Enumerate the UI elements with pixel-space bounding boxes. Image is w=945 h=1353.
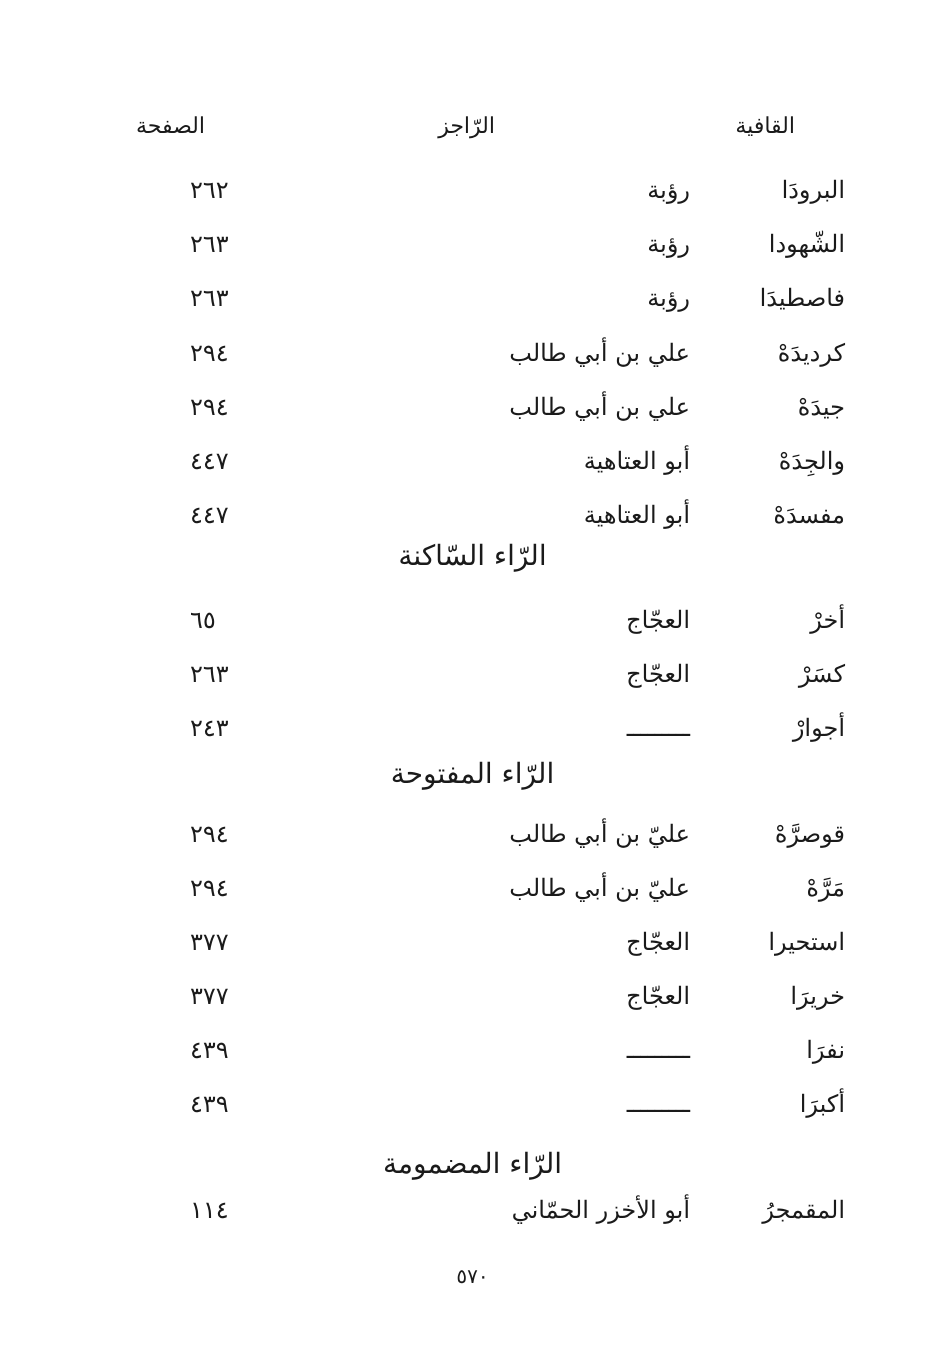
table-row <box>0 1084 945 1124</box>
page-cell: ٦٥ <box>190 606 216 634</box>
table-row <box>0 170 945 210</box>
page-cell: ٢٩٤ <box>190 874 229 902</box>
qafia-cell: نفرَا <box>806 1036 845 1064</box>
rajiz-cell: رؤبة <box>647 176 690 204</box>
section-title: الرّاء المضمومة <box>382 1147 563 1180</box>
page-cell: ٢٦٣ <box>190 284 229 312</box>
qafia-cell: أخرْ <box>810 606 845 634</box>
table-row <box>0 387 945 427</box>
page-cell: ٢٦٣ <box>190 230 229 258</box>
page-cell: ٤٤٧ <box>190 447 229 475</box>
table-row <box>0 868 945 908</box>
rajiz-cell: أبو العتاهية <box>583 501 690 529</box>
page-cell: ٤٤٧ <box>190 501 229 529</box>
rajiz-cell: أبو العتاهية <box>583 447 690 475</box>
page-cell: ٢٤٣ <box>190 714 229 742</box>
qafia-cell: مفسدَهْ <box>773 501 845 529</box>
table-row <box>0 441 945 481</box>
qafia-cell: كسَرْ <box>798 660 845 688</box>
table-row <box>0 1030 945 1070</box>
table-row <box>0 600 945 640</box>
page-cell: ٢٦٣ <box>190 660 229 688</box>
rajiz-cell: علي بن أبي طالب <box>509 339 690 367</box>
rajiz-cell: عليّ بن أبي طالب <box>509 874 690 902</box>
rajiz-cell: ـــــــــ <box>626 1036 690 1064</box>
table-row <box>0 976 945 1016</box>
rajiz-cell: ـــــــــ <box>626 1090 690 1118</box>
qafia-cell: جيدَهْ <box>797 393 845 421</box>
table-row <box>0 814 945 854</box>
qafia-cell: خريرَا <box>790 982 845 1010</box>
qafia-cell: والجِدَهْ <box>778 447 845 475</box>
page-cell: ٢٩٤ <box>190 820 229 848</box>
rajiz-cell: عليّ بن أبي طالب <box>509 820 690 848</box>
qafia-cell: قوصرَّهْ <box>774 820 845 848</box>
page-cell: ٣٧٧ <box>190 928 229 956</box>
table-row <box>0 333 945 373</box>
table-row <box>0 224 945 264</box>
section-title: الرّاء السّاكنة <box>398 539 547 572</box>
table-row <box>0 495 945 535</box>
column-header-rajiz: الرّاجز <box>438 114 495 139</box>
rajiz-cell: رؤبة <box>647 230 690 258</box>
qafia-cell: المقمجرُ <box>762 1196 845 1224</box>
rajiz-cell: علي بن أبي طالب <box>509 393 690 421</box>
qafia-cell: أجوارْ <box>792 714 845 742</box>
qafia-cell: مَرَّهْ <box>806 874 845 902</box>
table-row <box>0 1190 945 1230</box>
table-row <box>0 654 945 694</box>
section-title: الرّاء المفتوحة <box>390 757 555 790</box>
qafia-cell: فاصطيدَا <box>759 284 845 312</box>
page-number: ٥٧٠ <box>456 1264 489 1288</box>
qafia-cell: أكبرَا <box>799 1090 845 1118</box>
rajiz-cell: رؤبة <box>647 284 690 312</box>
page-cell: ٤٣٩ <box>190 1090 229 1118</box>
table-row <box>0 708 945 748</box>
page-cell: ٢٦٢ <box>190 176 229 204</box>
rajiz-cell: أبو الأخزر الحمّاني <box>511 1196 690 1224</box>
rajiz-cell: العجّاج <box>626 660 690 688</box>
qafia-cell: الشّهودا <box>768 230 845 258</box>
qafia-cell: كرديدَهْ <box>777 339 845 367</box>
table-row <box>0 278 945 318</box>
column-header-page: الصفحة <box>135 114 205 139</box>
qafia-cell: استحيرا <box>768 928 845 956</box>
page-cell: ٢٩٤ <box>190 339 229 367</box>
rajiz-cell: العجّاج <box>626 982 690 1010</box>
page-cell: ٢٩٤ <box>190 393 229 421</box>
rajiz-cell: العجّاج <box>626 928 690 956</box>
qafia-cell: البرودَا <box>781 176 845 204</box>
page-cell: ٣٧٧ <box>190 982 229 1010</box>
table-row <box>0 922 945 962</box>
rajiz-cell: العجّاج <box>626 606 690 634</box>
page-cell: ١١٤ <box>190 1196 229 1224</box>
page-cell: ٤٣٩ <box>190 1036 229 1064</box>
rajiz-cell: ـــــــــ <box>626 714 690 742</box>
column-header-qafia: القافية <box>735 114 795 139</box>
